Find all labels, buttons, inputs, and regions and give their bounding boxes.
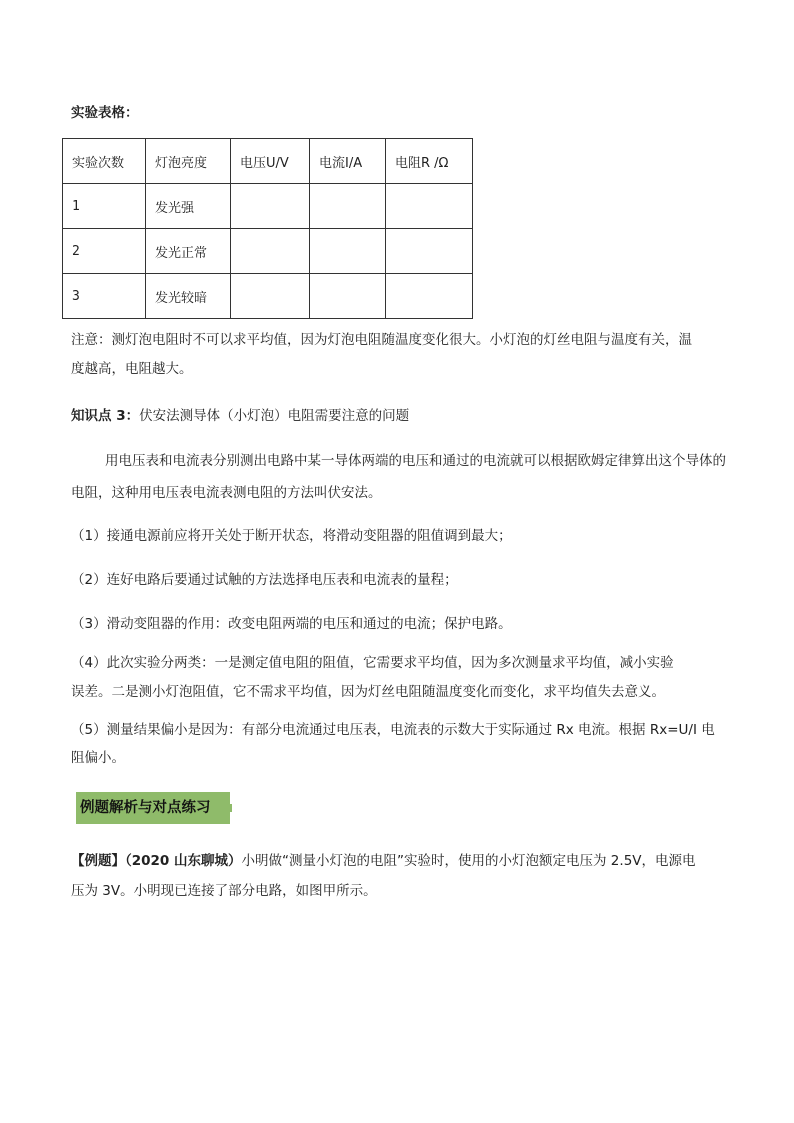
example-line-1: [71, 849, 696, 869]
point-4-line-1: （4）此次实验分两类：一是测定值电阻的阻值，它需要求平均值，因为多次测量求平均值，减小实验: [71, 655, 674, 671]
point-3: （3）滑动变阻器的作用：改变电阻两端的电压和通过的电流；保护电路。: [71, 616, 512, 632]
table-cell: [386, 229, 473, 274]
header-cell: 电流I/A: [310, 139, 386, 184]
note-line-1: 注意：测灯泡电阻时不可以求平均值，因为灯泡电阻随温度变化很大。小灯泡的灯丝电阻与温度有关，温: [71, 332, 692, 348]
header-cell: 电阻R /Ω: [386, 139, 473, 184]
table-header-row: [63, 139, 473, 184]
example-label: 【例题】: [71, 853, 125, 869]
table-cell: [231, 229, 310, 274]
point-5-line-2: 阻偏小。: [71, 750, 125, 766]
header-cell: 灯泡亮度: [146, 139, 231, 184]
table-cell: [386, 274, 473, 319]
point-4-line-2: 误差。二是测小灯泡阻值，它不需求平均值，因为灯丝电阻随温度变化而变化，求平均值失去意义。: [71, 684, 665, 700]
point-5-line-1: （5）测量结果偏小是因为：有部分电流通过电压表，电流表的示数大于实际通过 Rx 电流。根据 Rx=U/I 电: [71, 722, 715, 738]
table-row: [63, 184, 473, 229]
table-cell: [231, 274, 310, 319]
example-source: （2020 山东聊城）: [125, 853, 242, 869]
example-line-2: 压为 3V。小明现已连接了部分电路，如图甲所示。: [71, 883, 377, 899]
knowledge-point-title: 伏安法测导体（小灯泡）电阻需要注意的问题: [139, 408, 410, 424]
point-1: （1）接通电源前应将开关处于断开状态，将滑动变阻器的阻值调到最大；: [71, 528, 512, 544]
experiment-table: [62, 138, 473, 319]
table-cell: 发光强: [146, 184, 231, 229]
note-line-2: 度越高，电阻越大。: [71, 361, 193, 377]
point-2: （2）连好电路后要通过试触的方法选择电压表和电流表的量程；: [71, 572, 458, 588]
header-cell: 电压U/V: [231, 139, 310, 184]
table-row: [63, 274, 473, 319]
table-cell: 发光较暗: [146, 274, 231, 319]
table-cell: [386, 184, 473, 229]
table-cell: 1: [63, 184, 146, 229]
intro-line-2: 电阻，这种用电压表电流表测电阻的方法叫伏安法。: [71, 485, 382, 501]
intro-line-1: 用电压表和电流表分别测出电路中某一导体两端的电压和通过的电流就可以根据欧姆定律算出这个导体的: [105, 453, 726, 469]
table-row: [63, 229, 473, 274]
table-cell: [310, 274, 386, 319]
table-cell: 3: [63, 274, 146, 319]
section-banner: [76, 792, 230, 824]
table-cell: 发光正常: [146, 229, 231, 274]
header-cell: 实验次数: [63, 139, 146, 184]
table-cell: [310, 229, 386, 274]
knowledge-point-heading: [71, 404, 409, 424]
example-text: 小明做“测量小灯泡的电阻”实验时，使用的小灯泡额定电压为 2.5V，电源电: [241, 853, 696, 869]
table-cell: [231, 184, 310, 229]
knowledge-point-label: 知识点 3：: [71, 408, 140, 424]
section-heading: 实验表格：: [71, 105, 139, 121]
table-cell: [310, 184, 386, 229]
table-cell: 2: [63, 229, 146, 274]
section-banner-label: 例题解析与对点练习: [80, 800, 211, 816]
